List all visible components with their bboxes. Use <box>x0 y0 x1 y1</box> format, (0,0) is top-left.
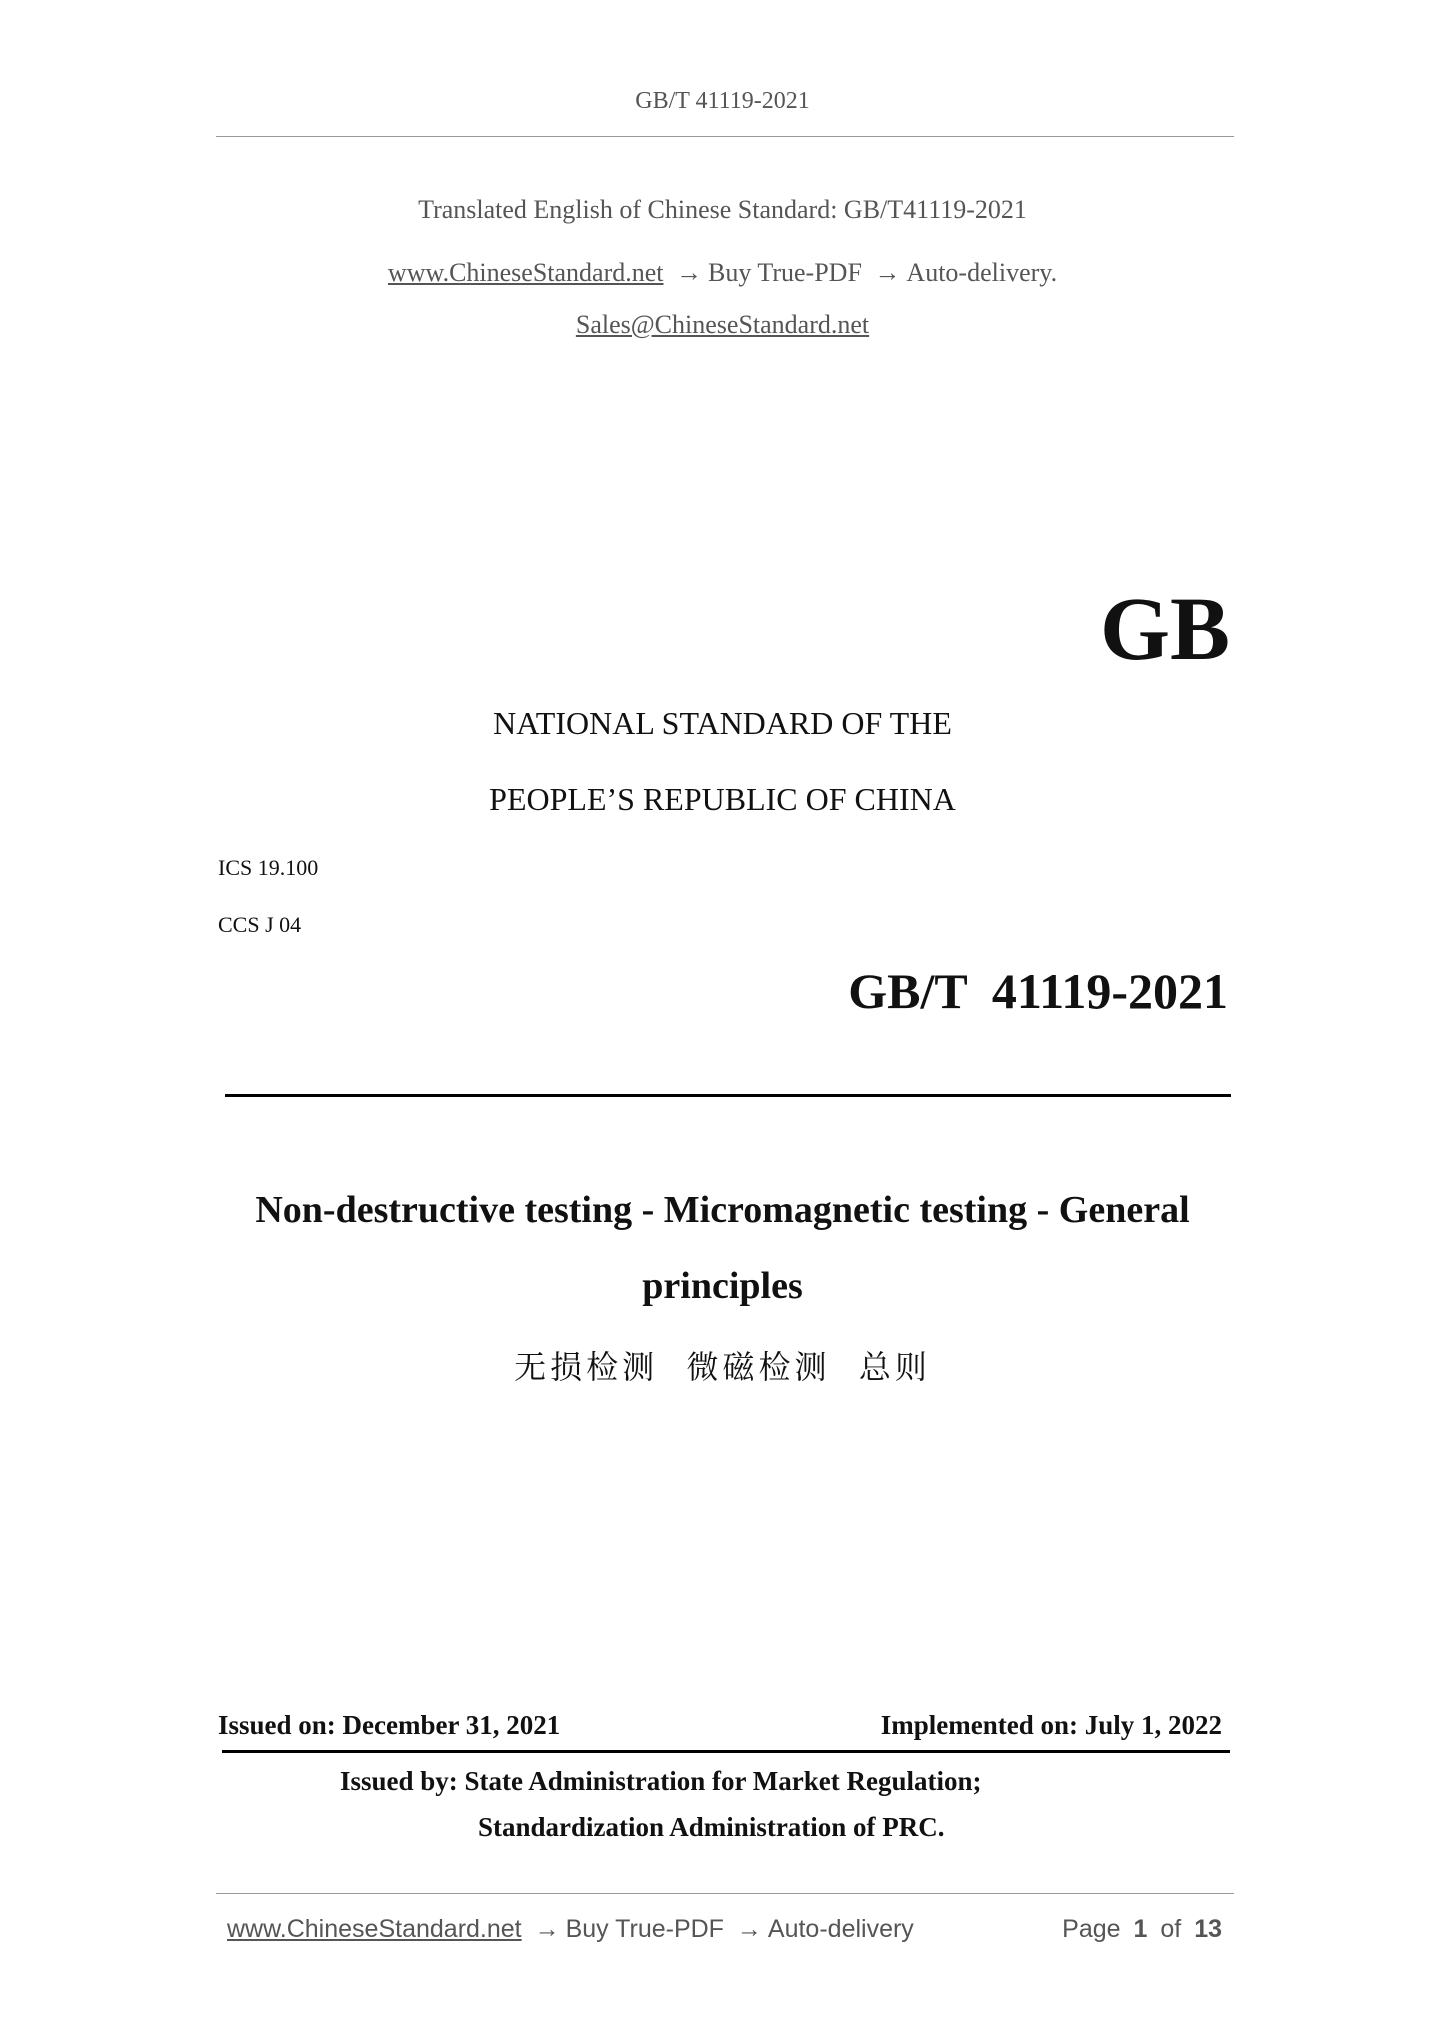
gb-mark: GB <box>1099 580 1230 679</box>
arrow-right-icon: → <box>736 1915 762 1943</box>
site-link[interactable]: www.ChineseStandard.net <box>387 258 664 287</box>
page-indicator <box>1062 1915 1222 1944</box>
footer-site-link[interactable]: www.ChineseStandard.net <box>227 1915 522 1943</box>
footer-purchase-line <box>227 1915 914 1944</box>
of-word: of <box>1160 1915 1182 1943</box>
english-title-line2: principles <box>642 1265 803 1307</box>
auto-delivery-label: Auto-delivery. <box>906 258 1058 287</box>
national-standard-line2: PEOPLE’S REPUBLIC OF CHINA <box>489 781 956 817</box>
page-total: 13 <box>1194 1915 1222 1943</box>
ics-code: ICS 19.100 <box>218 855 319 880</box>
chinese-title: 无损检测 微磁检测 总则 <box>514 1348 931 1386</box>
footer-divider <box>216 1893 1234 1894</box>
title-divider <box>225 1094 1231 1097</box>
email-line <box>0 310 1445 340</box>
page-word: Page <box>1062 1915 1121 1943</box>
page-number: 1 <box>1133 1915 1148 1943</box>
issued-on-date: Issued on: December 31, 2021 <box>218 1710 561 1740</box>
national-standard-line1: NATIONAL STANDARD OF THE <box>493 705 952 741</box>
translated-line: Translated English of Chinese Standard: GB/T41119-2021 <box>418 195 1027 224</box>
header-divider <box>216 136 1234 137</box>
issued-by-line2: Standardization Administration of PRC. <box>478 1812 945 1842</box>
standard-number: GB/T 41119-2021 <box>848 963 1228 1019</box>
sales-email-link[interactable]: Sales@ChineseStandard.net <box>575 310 870 339</box>
dates-divider <box>222 1750 1230 1753</box>
english-title-line1: Non-destructive testing - Micromagnetic testing - General <box>255 1189 1190 1231</box>
footer-buy-label: Buy True-PDF <box>565 1915 724 1943</box>
purchase-line <box>0 258 1445 288</box>
arrow-right-icon: → <box>534 1915 560 1943</box>
footer-auto-delivery-label: Auto-delivery <box>767 1915 914 1943</box>
arrow-right-icon: → <box>874 258 901 287</box>
running-header: GB/T 41119-2021 <box>635 88 810 114</box>
ccs-code: CCS J 04 <box>218 912 302 937</box>
arrow-right-icon: → <box>676 258 703 287</box>
implemented-on-date: Implemented on: July 1, 2022 <box>880 1710 1222 1740</box>
issued-by-line1: Issued by: State Administration for Market Regulation; <box>340 1766 982 1796</box>
buy-label: Buy True-PDF <box>708 258 862 287</box>
